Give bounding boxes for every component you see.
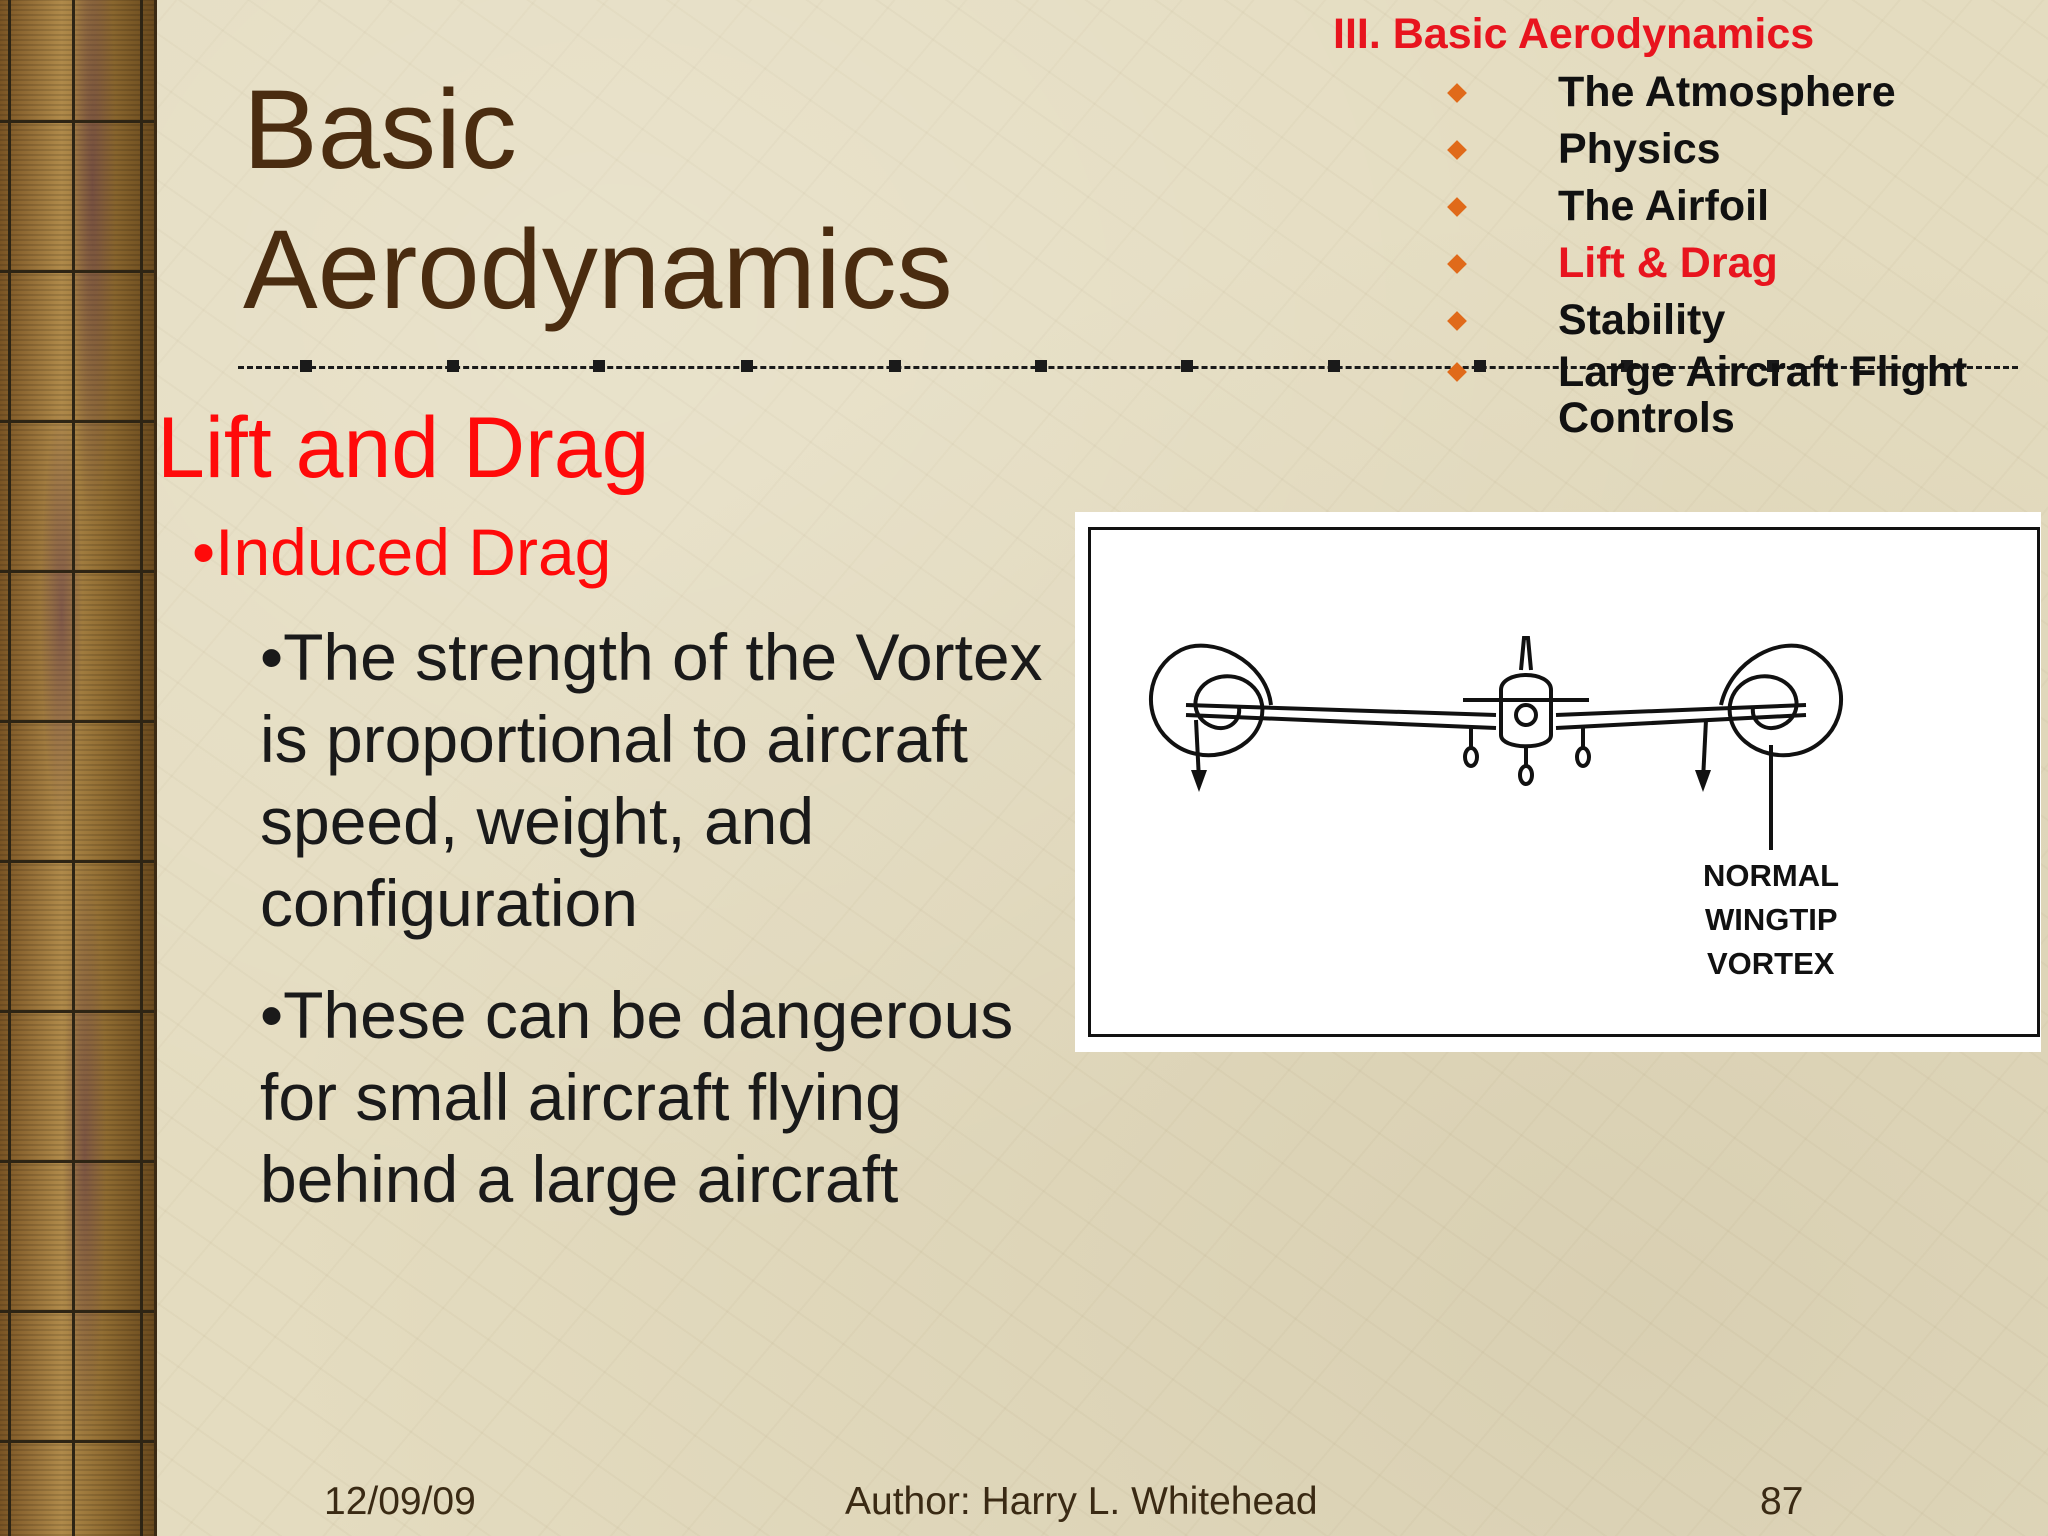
- toc-item: [1440, 349, 2008, 441]
- toc-item-label: Stability: [1558, 296, 1726, 344]
- strip-line: [0, 420, 154, 423]
- toc-item: [1440, 121, 2008, 178]
- bullet-point: •These can be dangerous for small aircraft flying behind a large aircraft: [260, 978, 1014, 1216]
- diamond-bullet-icon: [1447, 140, 1467, 160]
- strip-line: [8, 0, 11, 1536]
- footer-date: 12/09/09: [324, 1480, 476, 1523]
- strip-line: [72, 0, 75, 1536]
- diamond-bullet-icon: [1447, 83, 1467, 103]
- divider-dot: [1328, 360, 1340, 372]
- toc-item-label: Lift & Drag: [1558, 239, 1778, 287]
- section-heading: Lift and Drag: [157, 400, 650, 496]
- divider-dot: [889, 360, 901, 372]
- strip-line: [0, 1010, 154, 1013]
- strip-line: [0, 1160, 154, 1163]
- divider-dot: [447, 360, 459, 372]
- toc-item-label: The Airfoil: [1558, 182, 1770, 230]
- divider-dot: [1181, 360, 1193, 372]
- toc-item-active: [1440, 235, 2008, 292]
- right-wing: [1556, 705, 1806, 728]
- strip-line: [0, 860, 154, 863]
- sub-heading: •Induced Drag: [192, 515, 612, 589]
- strip-line: [0, 1310, 154, 1313]
- toc-list: [1440, 64, 2008, 441]
- bullet-point: •The strength of the Vortex is proportional to aircraft speed, weight, and configuration: [260, 620, 1043, 940]
- strip-line: [0, 1440, 154, 1443]
- strip-line: [0, 270, 154, 273]
- toc-heading: III. Basic Aerodynamics: [1333, 10, 1815, 58]
- toc-item: [1440, 292, 2008, 349]
- strip-line: [0, 570, 154, 573]
- strip-line: [140, 0, 143, 1536]
- decorative-wood-strip: [0, 0, 157, 1536]
- divider-dot: [741, 360, 753, 372]
- footer-page-number: 87: [1760, 1480, 1804, 1523]
- diamond-bullet-icon: [1447, 254, 1467, 274]
- toc-item-label: Large Aircraft Flight Controls: [1558, 348, 1968, 442]
- divider-dot: [593, 360, 605, 372]
- figure-border: [1088, 527, 2040, 1037]
- left-vortex-spiral: [1151, 646, 1271, 756]
- wingtip-vortex-figure: [1075, 512, 2041, 1052]
- slide-title: Basic Aerodynamics: [243, 67, 953, 332]
- toc-item-label: The Atmosphere: [1558, 68, 1896, 116]
- right-vortex-spiral: [1721, 646, 1841, 756]
- footer-author: Author: Harry L. Whitehead: [845, 1480, 1318, 1523]
- figure-label-line: WINGTIP: [1705, 902, 1838, 937]
- diamond-bullet-icon: [1447, 197, 1467, 217]
- figure-label-line: VORTEX: [1707, 946, 1835, 981]
- airplane-vortex-illustration: [1091, 530, 2037, 1034]
- divider-dot: [300, 360, 312, 372]
- diamond-bullet-icon: [1447, 311, 1467, 331]
- strip-line: [0, 720, 154, 723]
- strip-line: [0, 120, 154, 123]
- toc-item: [1440, 178, 2008, 235]
- toc-item: [1440, 64, 2008, 121]
- tail-fin: [1521, 638, 1531, 670]
- divider-dot: [1035, 360, 1047, 372]
- diamond-bullet-icon: [1447, 362, 1467, 382]
- fuselage: [1501, 675, 1551, 746]
- toc-item-label: Physics: [1558, 125, 1721, 173]
- figure-label-line: NORMAL: [1703, 858, 1840, 893]
